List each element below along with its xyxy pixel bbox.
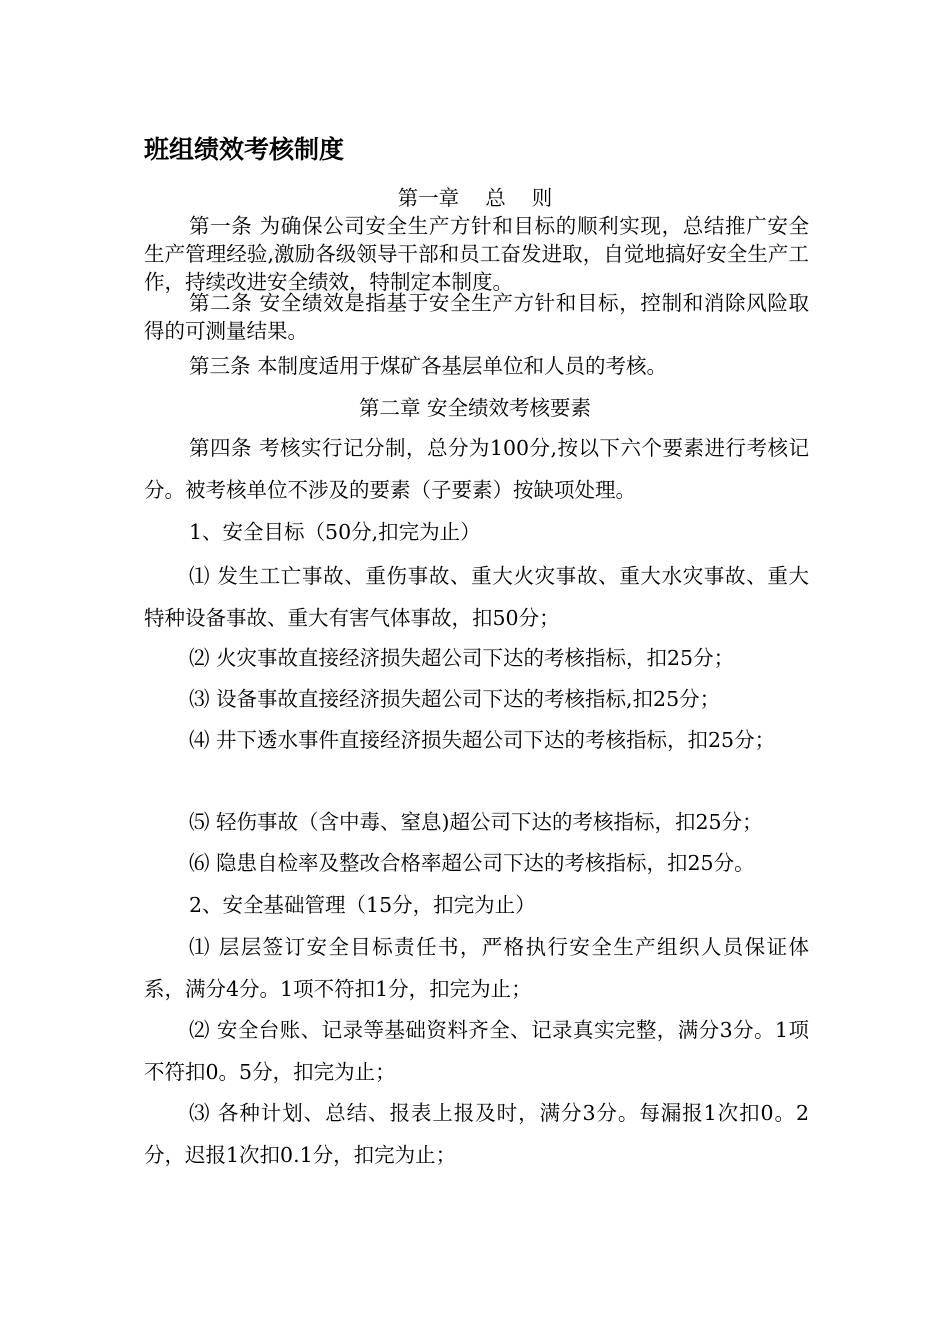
section-2-item-3: ⑶ 各种计划、总结、报表上报及时，满分3分。每漏报1次扣0。2分，迟报1次扣0.1分，扣完为止；: [144, 1101, 809, 1167]
section-1-item-2: ⑵ 火灾事故直接经济损失超公司下达的考核指标，扣25分；: [189, 646, 735, 670]
document-title: 班组绩效考核制度: [144, 135, 345, 164]
section-1-item-5: ⑸ 轻伤事故（含中毒、窒息)超公司下达的考核指标，扣25分；: [189, 810, 763, 834]
section-2-item-2: ⑵ 安全台账、记录等基础资料齐全、记录真实完整，满分3分。1项不符扣0。5分，扣完为止；: [144, 1018, 809, 1084]
chapter-heading-2: 第二章 安全绩效考核要素: [358, 396, 592, 420]
section-1-item-1: ⑴ 发生工亡事故、重伤事故、重大火灾事故、重大水灾事故、重大特种设备事故、重大有害气体事故，扣50分；: [144, 564, 809, 630]
section-1-item-4: ⑷ 井下透水事件直接经济损失超公司下达的考核指标，扣25分；: [189, 728, 776, 752]
article-3: 第三条 本制度适用于煤矿各基层单位和人员的考核。: [189, 354, 668, 378]
article-4: 第四条 考核实行记分制，总分为100分,按以下六个要素进行考核记分。被考核单位不涉及的要素（子要素）按缺项处理。: [144, 436, 809, 502]
section-1-item-3: ⑶ 设备事故直接经济损失超公司下达的考核指标,扣25分；: [189, 687, 721, 711]
section-2-heading: 2、安全基础管理（15分，扣完为止）: [189, 893, 536, 917]
article-2: 第二条 安全绩效是指基于安全生产方针和目标，控制和消除风险取得的可测量结果。: [144, 291, 809, 343]
chapter-heading-1: 第一章 总 则: [397, 186, 553, 210]
section-1-heading: 1、安全目标（50分,扣完为止）: [189, 520, 481, 544]
section-2-item-1: ⑴ 层层签订安全目标责任书，严格执行安全生产组织人员保证体系，满分4分。1项不符扣1分，扣完为止；: [144, 935, 809, 1001]
article-1: 第一条 为确保公司安全生产方针和目标的顺利实现，总结推广安全生产管理经验,激励各级领导干部和员工奋发进取，自觉地搞好安全生产工作，持续改进安全绩效，特制定本制度。: [144, 214, 809, 294]
section-1-item-6: ⑹ 隐患自检率及整改合格率超公司下达的考核指标，扣25分。: [189, 851, 755, 875]
